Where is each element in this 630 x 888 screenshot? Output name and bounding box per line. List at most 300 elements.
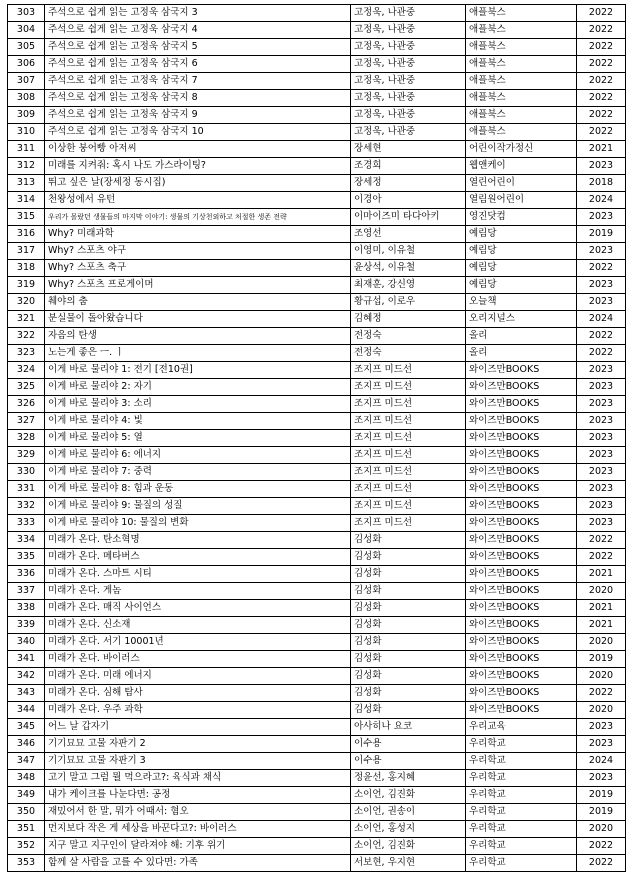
table-row — [8, 413, 626, 430]
row-number: 307 — [8, 73, 45, 90]
book-publisher: 웹앤케이 — [466, 158, 577, 175]
book-title: 미래가 온다. 스마트 시티 — [45, 566, 351, 583]
book-title: 이게 바로 물리야 8: 힘과 운동 — [45, 481, 351, 498]
publication-year: 2023 — [577, 396, 626, 413]
book-publisher: 우리학교 — [466, 838, 577, 855]
book-title: 미래가 온다. 메타버스 — [45, 549, 351, 566]
table-row — [8, 124, 626, 141]
publication-year: 2023 — [577, 277, 626, 294]
row-number: 346 — [8, 736, 45, 753]
book-publisher: 오리지널스 — [466, 311, 577, 328]
row-number: 336 — [8, 566, 45, 583]
book-author: 소이언, 김진화 — [351, 838, 466, 855]
book-publisher: 와이즈만BOOKS — [466, 430, 577, 447]
table-row — [8, 702, 626, 719]
book-title: 주석으로 쉽게 읽는 고정욱 삼국지 3 — [45, 5, 351, 22]
publication-year: 2023 — [577, 464, 626, 481]
book-title: 이게 바로 물리야 5: 열 — [45, 430, 351, 447]
publication-year: 2023 — [577, 770, 626, 787]
row-number: 304 — [8, 22, 45, 39]
table-row — [8, 787, 626, 804]
book-title: 주석으로 쉽게 읽는 고정욱 삼국지 6 — [45, 56, 351, 73]
book-title: 자음의 탄생 — [45, 328, 351, 345]
row-number: 314 — [8, 192, 45, 209]
publication-year: 2021 — [577, 617, 626, 634]
book-title: 기기묘묘 고물 자판기 3 — [45, 753, 351, 770]
book-publisher: 열린어린이 — [466, 175, 577, 192]
table-row — [8, 22, 626, 39]
book-title: 분실물이 돌아왔습니다 — [45, 311, 351, 328]
table-row — [8, 226, 626, 243]
book-publisher: 와이즈만BOOKS — [466, 379, 577, 396]
table-row — [8, 651, 626, 668]
publication-year: 2024 — [577, 311, 626, 328]
publication-year: 2019 — [577, 651, 626, 668]
book-publisher: 와이즈만BOOKS — [466, 481, 577, 498]
book-title: 이게 바로 물리야 1: 전기 [전10권] — [45, 362, 351, 379]
table-row — [8, 804, 626, 821]
table-row — [8, 583, 626, 600]
book-publisher: 와이즈만BOOKS — [466, 549, 577, 566]
book-author: 김성화 — [351, 702, 466, 719]
book-title: 주석으로 쉽게 읽는 고정욱 삼국지 7 — [45, 73, 351, 90]
book-publisher: 애플북스 — [466, 90, 577, 107]
book-publisher: 와이즈만BOOKS — [466, 668, 577, 685]
book-title: 이게 바로 물리야 3: 소리 — [45, 396, 351, 413]
row-number: 343 — [8, 685, 45, 702]
book-author: 고정욱, 나관중 — [351, 124, 466, 141]
book-author: 이영미, 이유철 — [351, 243, 466, 260]
table-row — [8, 821, 626, 838]
publication-year: 2023 — [577, 719, 626, 736]
book-author: 이수용 — [351, 753, 466, 770]
row-number: 309 — [8, 107, 45, 124]
book-title: 미래가 온다. 게놈 — [45, 583, 351, 600]
table-row — [8, 464, 626, 481]
publication-year: 2023 — [577, 294, 626, 311]
publication-year: 2022 — [577, 5, 626, 22]
book-publisher: 와이즈만BOOKS — [466, 464, 577, 481]
book-author: 이마이즈미 타다아키 — [351, 209, 466, 226]
book-publisher: 애플북스 — [466, 107, 577, 124]
book-author: 김성화 — [351, 549, 466, 566]
publication-year: 2022 — [577, 39, 626, 56]
row-number: 306 — [8, 56, 45, 73]
publication-year: 2022 — [577, 838, 626, 855]
book-publisher: 와이즈만BOOKS — [466, 566, 577, 583]
publication-year: 2022 — [577, 22, 626, 39]
publication-year: 2023 — [577, 413, 626, 430]
book-table-body — [8, 5, 626, 872]
book-title: Why? 스포츠 야구 — [45, 243, 351, 260]
publication-year: 2019 — [577, 804, 626, 821]
book-author: 최재훈, 강신영 — [351, 277, 466, 294]
table-row — [8, 56, 626, 73]
publication-year: 2022 — [577, 685, 626, 702]
book-title: 이게 바로 물리야 4: 빛 — [45, 413, 351, 430]
book-publisher: 애플북스 — [466, 39, 577, 56]
table-row — [8, 770, 626, 787]
table-row — [8, 685, 626, 702]
table-row — [8, 294, 626, 311]
row-number: 334 — [8, 532, 45, 549]
book-title: 주석으로 쉽게 읽는 고정욱 삼국지 9 — [45, 107, 351, 124]
row-number: 331 — [8, 481, 45, 498]
book-title: 주석으로 쉽게 읽는 고정욱 삼국지 5 — [45, 39, 351, 56]
table-row — [8, 753, 626, 770]
row-number: 316 — [8, 226, 45, 243]
book-author: 고정욱, 나관중 — [351, 107, 466, 124]
book-author: 김성화 — [351, 583, 466, 600]
book-author: 조지프 미드선 — [351, 464, 466, 481]
book-title: 우리가 몰랐던 생물들의 마지막 이야기: 생물의 기상천외하고 처절한 생존 전략 — [45, 209, 351, 226]
table-row — [8, 362, 626, 379]
book-publisher: 영진닷컴 — [466, 209, 577, 226]
book-author: 김성화 — [351, 634, 466, 651]
book-title: 뛰고 싶은 날(장세정 동시집) — [45, 175, 351, 192]
publication-year: 2024 — [577, 753, 626, 770]
book-publisher: 애플북스 — [466, 73, 577, 90]
book-title: 이상한 붕어빵 아저씨 — [45, 141, 351, 158]
book-author: 김성화 — [351, 566, 466, 583]
row-number: 340 — [8, 634, 45, 651]
row-number: 351 — [8, 821, 45, 838]
row-number: 342 — [8, 668, 45, 685]
publication-year: 2023 — [577, 158, 626, 175]
row-number: 328 — [8, 430, 45, 447]
publication-year: 2022 — [577, 855, 626, 872]
row-number: 322 — [8, 328, 45, 345]
book-title: 노는게 좋은 ㅡ. ㅣ — [45, 345, 351, 362]
book-title: 미래가 온다. 심해 탐사 — [45, 685, 351, 702]
table-row — [8, 175, 626, 192]
book-publisher: 와이즈만BOOKS — [466, 617, 577, 634]
book-author: 고정욱, 나관중 — [351, 22, 466, 39]
book-publisher: 열림원어린이 — [466, 192, 577, 209]
row-number: 318 — [8, 260, 45, 277]
table-row — [8, 158, 626, 175]
row-number: 344 — [8, 702, 45, 719]
publication-year: 2020 — [577, 821, 626, 838]
publication-year: 2023 — [577, 515, 626, 532]
book-publisher: 우리학교 — [466, 736, 577, 753]
row-number: 345 — [8, 719, 45, 736]
publication-year: 2022 — [577, 532, 626, 549]
publication-year: 2020 — [577, 634, 626, 651]
book-title: 췌야의 춤 — [45, 294, 351, 311]
publication-year: 2023 — [577, 430, 626, 447]
row-number: 305 — [8, 39, 45, 56]
publication-year: 2022 — [577, 124, 626, 141]
book-author: 전정숙 — [351, 345, 466, 362]
table-row — [8, 260, 626, 277]
table-row — [8, 39, 626, 56]
book-publisher: 예림당 — [466, 277, 577, 294]
row-number: 315 — [8, 209, 45, 226]
row-number: 332 — [8, 498, 45, 515]
publication-year: 2023 — [577, 481, 626, 498]
book-author: 이경아 — [351, 192, 466, 209]
publication-year: 2022 — [577, 328, 626, 345]
book-list-sheet — [7, 4, 625, 872]
book-publisher: 애플북스 — [466, 5, 577, 22]
book-title: 지구 말고 지구인이 달라져야 해: 기후 위기 — [45, 838, 351, 855]
table-row — [8, 192, 626, 209]
book-author: 이수용 — [351, 736, 466, 753]
book-publisher: 오늘책 — [466, 294, 577, 311]
table-row — [8, 447, 626, 464]
book-title: Why? 스포츠 프로게이머 — [45, 277, 351, 294]
book-publisher: 와이즈만BOOKS — [466, 396, 577, 413]
publication-year: 2022 — [577, 345, 626, 362]
book-title: 미래가 온다. 서기 10001년 — [45, 634, 351, 651]
publication-year: 2022 — [577, 90, 626, 107]
book-author: 김성화 — [351, 532, 466, 549]
book-publisher: 와이즈만BOOKS — [466, 362, 577, 379]
publication-year: 2022 — [577, 56, 626, 73]
book-title: 주석으로 쉽게 읽는 고정욱 삼국지 4 — [45, 22, 351, 39]
book-author: 조지프 미드선 — [351, 413, 466, 430]
table-row — [8, 668, 626, 685]
book-title: 어느 날 갑자기 — [45, 719, 351, 736]
book-author: 정윤선, 홍지혜 — [351, 770, 466, 787]
book-title: 미래가 온다. 매직 사이언스 — [45, 600, 351, 617]
book-publisher: 올리 — [466, 328, 577, 345]
table-row — [8, 90, 626, 107]
book-author: 김성화 — [351, 668, 466, 685]
book-title: 미래가 온다. 미래 에너지 — [45, 668, 351, 685]
table-row — [8, 328, 626, 345]
book-author: 조지프 미드선 — [351, 447, 466, 464]
book-publisher: 우리학교 — [466, 770, 577, 787]
row-number: 347 — [8, 753, 45, 770]
book-publisher: 우리학교 — [466, 821, 577, 838]
publication-year: 2023 — [577, 362, 626, 379]
row-number: 339 — [8, 617, 45, 634]
book-publisher: 우리학교 — [466, 787, 577, 804]
book-author: 고정욱, 나관중 — [351, 56, 466, 73]
publication-year: 2019 — [577, 787, 626, 804]
book-publisher: 와이즈만BOOKS — [466, 702, 577, 719]
row-number: 327 — [8, 413, 45, 430]
table-row — [8, 736, 626, 753]
table-row — [8, 311, 626, 328]
table-row — [8, 430, 626, 447]
row-number: 352 — [8, 838, 45, 855]
book-title: 이게 바로 물리야 6: 에너지 — [45, 447, 351, 464]
table-row — [8, 107, 626, 124]
book-author: 소이언, 권송이 — [351, 804, 466, 821]
book-author: 김성화 — [351, 617, 466, 634]
publication-year: 2022 — [577, 260, 626, 277]
book-author: 김성화 — [351, 600, 466, 617]
book-title: 미래를 지켜줘: 혹시 나도 가스라이팅? — [45, 158, 351, 175]
book-title: 천왕성에서 유턴 — [45, 192, 351, 209]
book-title: 이게 바로 물리야 10: 물질의 변화 — [45, 515, 351, 532]
book-author: 아사히나 요코 — [351, 719, 466, 736]
book-author: 고정욱, 나관중 — [351, 39, 466, 56]
book-author: 서보현, 우지현 — [351, 855, 466, 872]
book-title: 기기묘묘 고물 자판기 2 — [45, 736, 351, 753]
publication-year: 2023 — [577, 736, 626, 753]
row-number: 350 — [8, 804, 45, 821]
table-row — [8, 532, 626, 549]
book-title: Why? 스포츠 축구 — [45, 260, 351, 277]
row-number: 338 — [8, 600, 45, 617]
row-number: 323 — [8, 345, 45, 362]
book-publisher: 와이즈만BOOKS — [466, 413, 577, 430]
book-author: 고정욱, 나관중 — [351, 5, 466, 22]
book-title: 이게 바로 물리야 9: 물질의 성질 — [45, 498, 351, 515]
book-author: 장세현 — [351, 141, 466, 158]
row-number: 311 — [8, 141, 45, 158]
book-author: 김성화 — [351, 651, 466, 668]
table-row — [8, 209, 626, 226]
row-number: 349 — [8, 787, 45, 804]
row-number: 308 — [8, 90, 45, 107]
publication-year: 2024 — [577, 192, 626, 209]
book-publisher: 와이즈만BOOKS — [466, 447, 577, 464]
book-title: 먼지보다 작은 게 세상을 바꾼다고?: 바이러스 — [45, 821, 351, 838]
row-number: 353 — [8, 855, 45, 872]
book-publisher: 우리학교 — [466, 753, 577, 770]
book-title: 미래가 온다. 우주 과학 — [45, 702, 351, 719]
row-number: 333 — [8, 515, 45, 532]
book-publisher: 우리학교 — [466, 804, 577, 821]
book-publisher: 와이즈만BOOKS — [466, 651, 577, 668]
book-publisher: 예림당 — [466, 226, 577, 243]
row-number: 303 — [8, 5, 45, 22]
publication-year: 2021 — [577, 566, 626, 583]
publication-year: 2020 — [577, 583, 626, 600]
book-title: 이게 바로 물리야 2: 자기 — [45, 379, 351, 396]
book-author: 조지프 미드선 — [351, 396, 466, 413]
row-number: 313 — [8, 175, 45, 192]
row-number: 324 — [8, 362, 45, 379]
book-table — [7, 4, 626, 872]
table-row — [8, 379, 626, 396]
book-title: 내가 케이크를 나눈다면: 공정 — [45, 787, 351, 804]
book-author: 장세정 — [351, 175, 466, 192]
book-author: 김성화 — [351, 685, 466, 702]
book-author: 황규섭, 이로우 — [351, 294, 466, 311]
publication-year: 2020 — [577, 702, 626, 719]
table-row — [8, 617, 626, 634]
row-number: 337 — [8, 583, 45, 600]
book-title: 미래가 온다. 신소재 — [45, 617, 351, 634]
publication-year: 2019 — [577, 226, 626, 243]
book-title: 주석으로 쉽게 읽는 고정욱 삼국지 8 — [45, 90, 351, 107]
publication-year: 2020 — [577, 668, 626, 685]
table-row — [8, 73, 626, 90]
publication-year: 2023 — [577, 209, 626, 226]
book-publisher: 우리학교 — [466, 855, 577, 872]
book-title: 이게 바로 물리야 7: 중력 — [45, 464, 351, 481]
book-publisher: 와이즈만BOOKS — [466, 600, 577, 617]
row-number: 320 — [8, 294, 45, 311]
publication-year: 2022 — [577, 107, 626, 124]
table-row — [8, 277, 626, 294]
row-number: 325 — [8, 379, 45, 396]
table-row — [8, 515, 626, 532]
book-author: 전정숙 — [351, 328, 466, 345]
publication-year: 2023 — [577, 447, 626, 464]
row-number: 312 — [8, 158, 45, 175]
book-publisher: 와이즈만BOOKS — [466, 583, 577, 600]
book-title: Why? 미래과학 — [45, 226, 351, 243]
book-publisher: 와이즈만BOOKS — [466, 515, 577, 532]
book-publisher: 와이즈만BOOKS — [466, 532, 577, 549]
row-number: 330 — [8, 464, 45, 481]
publication-year: 2023 — [577, 379, 626, 396]
publication-year: 2021 — [577, 141, 626, 158]
book-title: 재밌어서 한 말, 뭐가 어때서: 혐오 — [45, 804, 351, 821]
row-number: 348 — [8, 770, 45, 787]
book-publisher: 애플북스 — [466, 56, 577, 73]
table-row — [8, 5, 626, 22]
publication-year: 2023 — [577, 498, 626, 515]
row-number: 321 — [8, 311, 45, 328]
book-author: 고정욱, 나관중 — [351, 73, 466, 90]
publication-year: 2023 — [577, 243, 626, 260]
table-row — [8, 719, 626, 736]
publication-year: 2022 — [577, 549, 626, 566]
table-row — [8, 243, 626, 260]
publication-year: 2018 — [577, 175, 626, 192]
book-author: 김혜정 — [351, 311, 466, 328]
book-title: 고기 말고 그럼 뭘 먹으라고?: 육식과 채식 — [45, 770, 351, 787]
table-row — [8, 481, 626, 498]
book-publisher: 올리 — [466, 345, 577, 362]
row-number: 310 — [8, 124, 45, 141]
book-publisher: 애플북스 — [466, 22, 577, 39]
table-row — [8, 549, 626, 566]
book-author: 고정욱, 나관중 — [351, 90, 466, 107]
book-publisher: 우리교육 — [466, 719, 577, 736]
row-number: 341 — [8, 651, 45, 668]
book-author: 소이언, 홍성지 — [351, 821, 466, 838]
row-number: 329 — [8, 447, 45, 464]
book-publisher: 와이즈만BOOKS — [466, 634, 577, 651]
book-publisher: 예림당 — [466, 260, 577, 277]
publication-year: 2021 — [577, 600, 626, 617]
book-author: 조지프 미드선 — [351, 498, 466, 515]
table-row — [8, 498, 626, 515]
book-author: 윤상석, 이유철 — [351, 260, 466, 277]
table-row — [8, 396, 626, 413]
book-author: 조지프 미드선 — [351, 379, 466, 396]
table-row — [8, 566, 626, 583]
book-title: 함께 살 사람을 고를 수 있다면: 가족 — [45, 855, 351, 872]
table-row — [8, 600, 626, 617]
book-publisher: 어린이작가정신 — [466, 141, 577, 158]
book-title: 미래가 온다. 바이러스 — [45, 651, 351, 668]
row-number: 319 — [8, 277, 45, 294]
book-publisher: 와이즈만BOOKS — [466, 685, 577, 702]
row-number: 317 — [8, 243, 45, 260]
book-author: 조지프 미드선 — [351, 430, 466, 447]
table-row — [8, 855, 626, 872]
book-author: 조경희 — [351, 158, 466, 175]
book-publisher: 예림당 — [466, 243, 577, 260]
table-row — [8, 345, 626, 362]
book-title: 미래가 온다. 탄소혁명 — [45, 532, 351, 549]
book-author: 조지프 미드선 — [351, 515, 466, 532]
book-author: 조지프 미드선 — [351, 481, 466, 498]
book-publisher: 애플북스 — [466, 124, 577, 141]
table-row — [8, 141, 626, 158]
row-number: 335 — [8, 549, 45, 566]
